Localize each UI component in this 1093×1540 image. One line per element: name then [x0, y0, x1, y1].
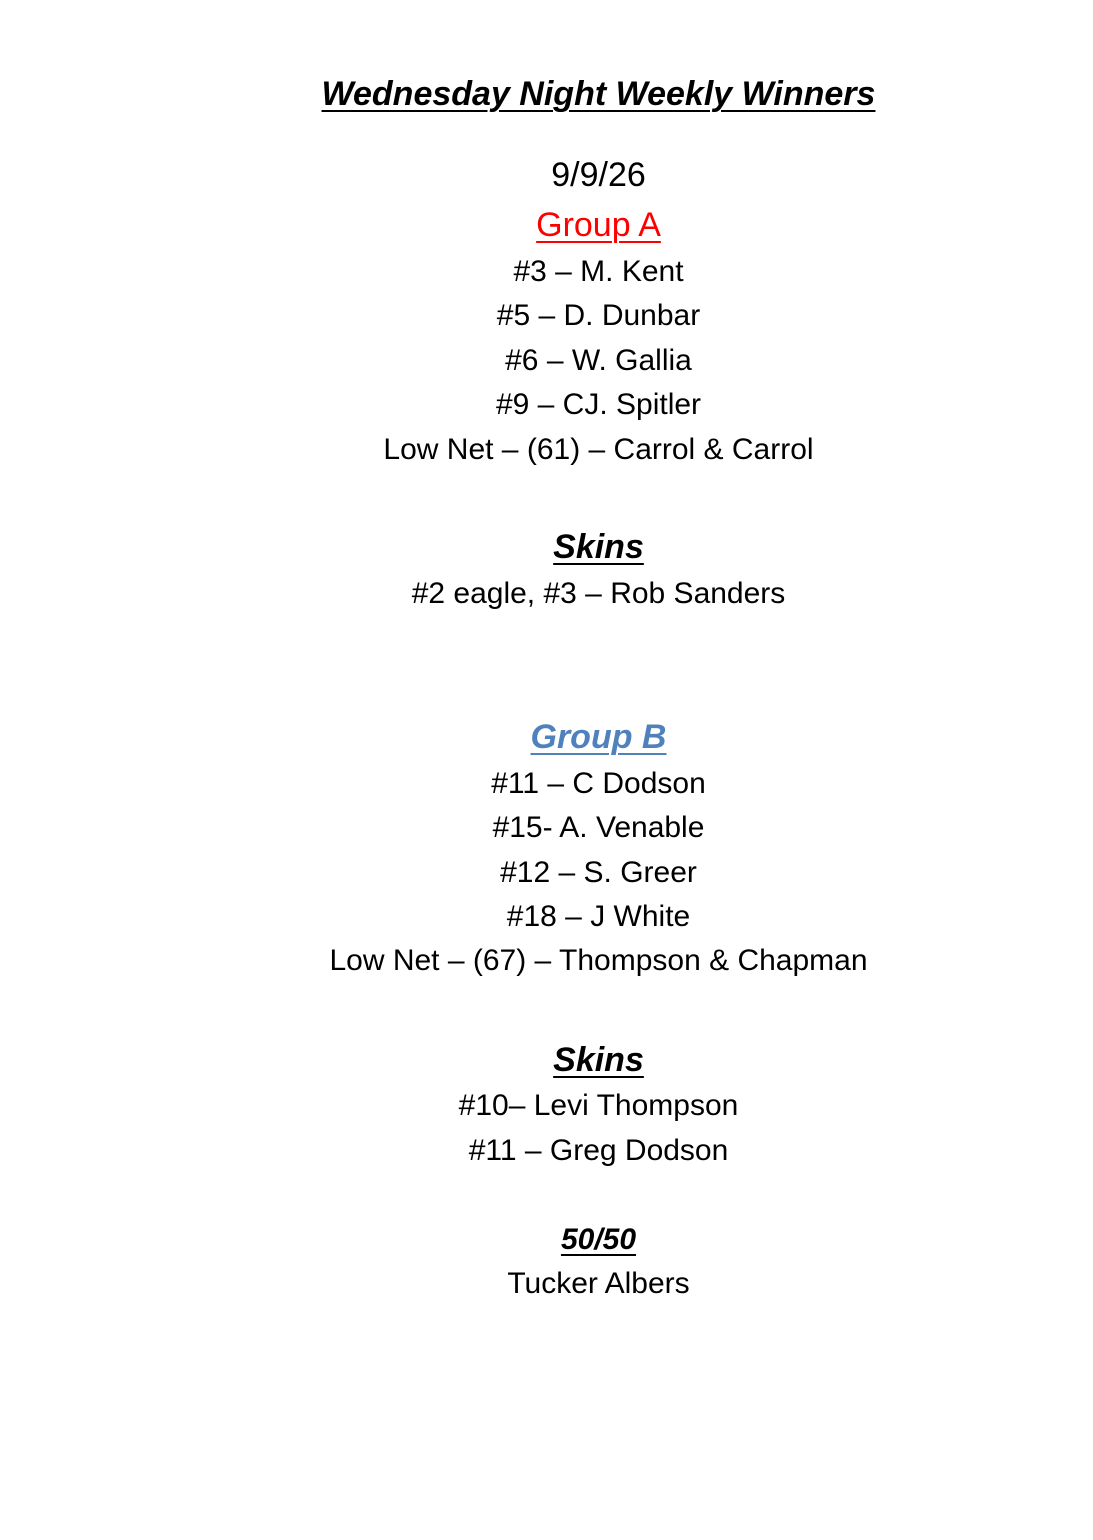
group-b-skins-winner: #10– Levi Thompson: [458, 1089, 739, 1122]
group-b-heading: Group B: [530, 718, 667, 756]
group-a-skins-heading: Skins: [553, 528, 644, 566]
page-title: Wednesday Night Weekly Winners: [321, 75, 876, 113]
group-a-winner: #3 – M. Kent: [513, 255, 684, 288]
group-b-winner: #11 – C Dodson: [491, 767, 706, 800]
group-b-skins-winner: #11 – Greg Dodson: [468, 1134, 729, 1167]
group-b-skins-heading: Skins: [553, 1041, 644, 1079]
fifty-fifty-winner: Tucker Albers: [507, 1267, 690, 1300]
fifty-fifty-heading: 50/50: [560, 1223, 637, 1256]
event-date: 9/9/26: [551, 156, 646, 194]
group-a-skins-winner: #2 eagle, #3 – Rob Sanders: [411, 577, 786, 610]
group-b-winner: #12 – S. Greer: [500, 856, 697, 889]
group-a-winner: #6 – W. Gallia: [505, 344, 692, 377]
group-b-winner: #15- A. Venable: [492, 811, 705, 844]
group-a-winner: #9 – CJ. Spitler: [495, 388, 702, 421]
group-b-winner: #18 – J White: [506, 900, 691, 933]
group-a-heading: Group A: [536, 206, 661, 244]
group-b-low-net: Low Net – (67) – Thompson & Chapman: [329, 944, 868, 977]
group-a-winner: #5 – D. Dunbar: [496, 299, 701, 332]
group-a-low-net: Low Net – (61) – Carrol & Carrol: [383, 433, 814, 466]
